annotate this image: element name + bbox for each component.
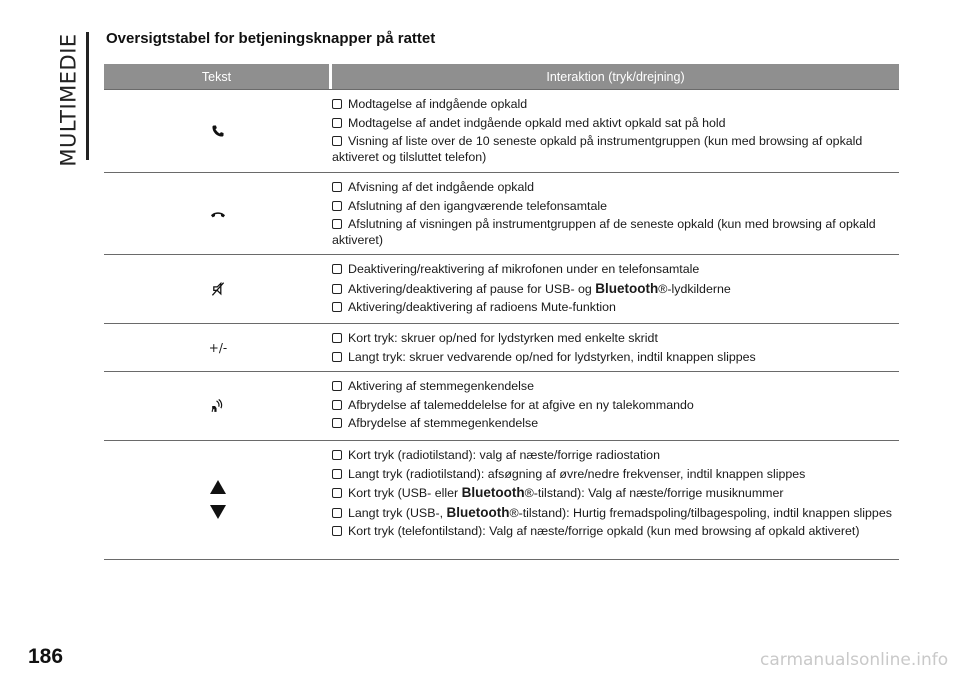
checkbox-bullet-icon [332,418,342,428]
item-text: Langt tryk: skruer vedvarende op/ned for lydstyrken, indtil knappen slippes [348,349,756,364]
interaction-cell [332,255,899,323]
checkbox-bullet-icon [332,284,342,294]
checkbox-bullet-icon [332,333,342,343]
icon-cell [104,324,332,371]
list-item [332,524,899,540]
item-text: Afbrydelse af talemeddelelse for at afgive en ny talekommando [348,397,694,412]
phone-hangup-icon [210,209,226,219]
volume-plus-minus-label: +/- [208,340,228,355]
footer-watermark: carmanualsonline.info [760,650,949,670]
interaction-cell [332,90,899,172]
list-item [332,331,899,347]
item-text: Aktivering/deaktivering af pause for USB- og [348,281,596,296]
checkbox-bullet-icon [332,136,342,146]
interaction-cell [332,324,899,371]
item-text: ®-tilstand): Valg af næste/forrige musiknummer [524,486,784,500]
item-text: Deaktivering/reaktivering af mikrofonen under en telefonsamtale [348,262,700,276]
list-item [332,379,899,395]
section-label-text: MULTIMEDIE [57,33,81,167]
list-item [332,180,899,196]
item-text: Afslutning af visningen på instrumentgruppen af de seneste opkald (kun med browsing af opkald aktiveret) [332,217,876,247]
item-text: Afvisning af det indgående opkald [348,180,534,194]
table-row [104,89,899,172]
voice-command-icon [210,398,226,414]
section-side-bar [86,32,89,160]
list-item [332,398,899,414]
header-text-column: Tekst [201,69,232,84]
table-row [104,323,899,371]
table-row [104,254,899,323]
item-text: Kort tryk (radiotilstand): valg af næste/forrige radiostation [348,448,660,462]
page-title: Oversigtstabel for betjeningsknapper på rattet [106,30,436,47]
list-item [332,134,899,165]
icon-cell [104,255,332,323]
list-item [332,199,899,215]
checkbox-bullet-icon [332,264,342,274]
item-text: Kort tryk (USB- eller [348,486,462,500]
list-item [332,97,899,113]
page-number: 186 [28,645,64,668]
item-text: Afbrydelse af stemmegenkendelse [348,416,539,430]
list-item [332,485,899,502]
checkbox-bullet-icon [332,182,342,192]
icon-cell [104,441,332,559]
checkbox-bullet-icon [332,302,342,312]
checkbox-bullet-icon [332,526,342,536]
list-item [332,281,899,298]
bluetooth-brand-text: Bluetooth [446,504,510,520]
interaction-cell [332,372,899,440]
item-text: Visning af liste over de 10 seneste opkald på instrumentgruppen (kun med browsing af opkald aktiveret og tilsluttet telefon) [332,134,863,164]
icon-cell [104,90,332,172]
checkbox-bullet-icon [332,219,342,229]
checkbox-bullet-icon [332,99,342,109]
list-item [332,300,899,316]
icon-cell [104,173,332,254]
bluetooth-brand-text: Bluetooth [461,485,525,500]
item-text: ®-tilstand): Hurtig fremadspoling/tilbagespoling, indtil knappen slippes [509,505,892,520]
item-text: ®-lydkilderne [658,281,731,296]
interaction-cell [332,173,899,254]
item-text: Kort tryk: skruer op/ned for lydstyrken med enkelte skridt [348,331,658,345]
list-item [332,416,899,432]
checkbox-bullet-icon [332,469,342,479]
list-item [332,217,899,248]
item-text: Langt tryk (USB-, [348,505,447,520]
section-side-label [56,35,82,165]
header-interaction-column: Interaktion (tryk/drejning) [546,69,685,84]
checkbox-bullet-icon [332,400,342,410]
item-text: Modtagelse af andet indgående opkald med aktivt opkald sat på hold [348,115,726,130]
item-text: Kort tryk (telefontilstand): Valg af næste/forrige opkald (kun med browsing af opkald aktiveret) [348,524,860,538]
up-down-arrows-icon [209,477,227,523]
table-row [104,440,899,560]
list-item [332,350,899,366]
controls-table [104,64,899,560]
bluetooth-brand-text: Bluetooth [595,280,659,296]
table-row [104,371,899,440]
checkbox-bullet-icon [332,352,342,362]
item-text: Aktivering af stemmegenkendelse [348,379,534,393]
checkbox-bullet-icon [332,118,342,128]
icon-cell [104,372,332,440]
item-text: Modtagelse af indgående opkald [348,97,528,111]
list-item [332,505,899,522]
checkbox-bullet-icon [332,381,342,391]
item-text: Afslutning af den igangværende telefonsamtale [348,198,607,213]
item-text: Aktivering/deaktivering af radioens Mute-funktion [348,300,616,314]
list-item [332,262,899,278]
mute-icon [211,281,225,297]
list-item [332,116,899,132]
phone-accept-icon [211,124,225,138]
checkbox-bullet-icon [332,488,342,498]
checkbox-bullet-icon [332,450,342,460]
checkbox-bullet-icon [332,508,342,518]
interaction-cell [332,441,899,559]
table-row [104,172,899,254]
table-header [104,64,899,89]
checkbox-bullet-icon [332,201,342,211]
item-text: Langt tryk (radiotilstand): afsøgning af øvre/nedre frekvenser, indtil knappen slippes [348,466,806,481]
list-item [332,448,899,464]
list-item [332,467,899,483]
